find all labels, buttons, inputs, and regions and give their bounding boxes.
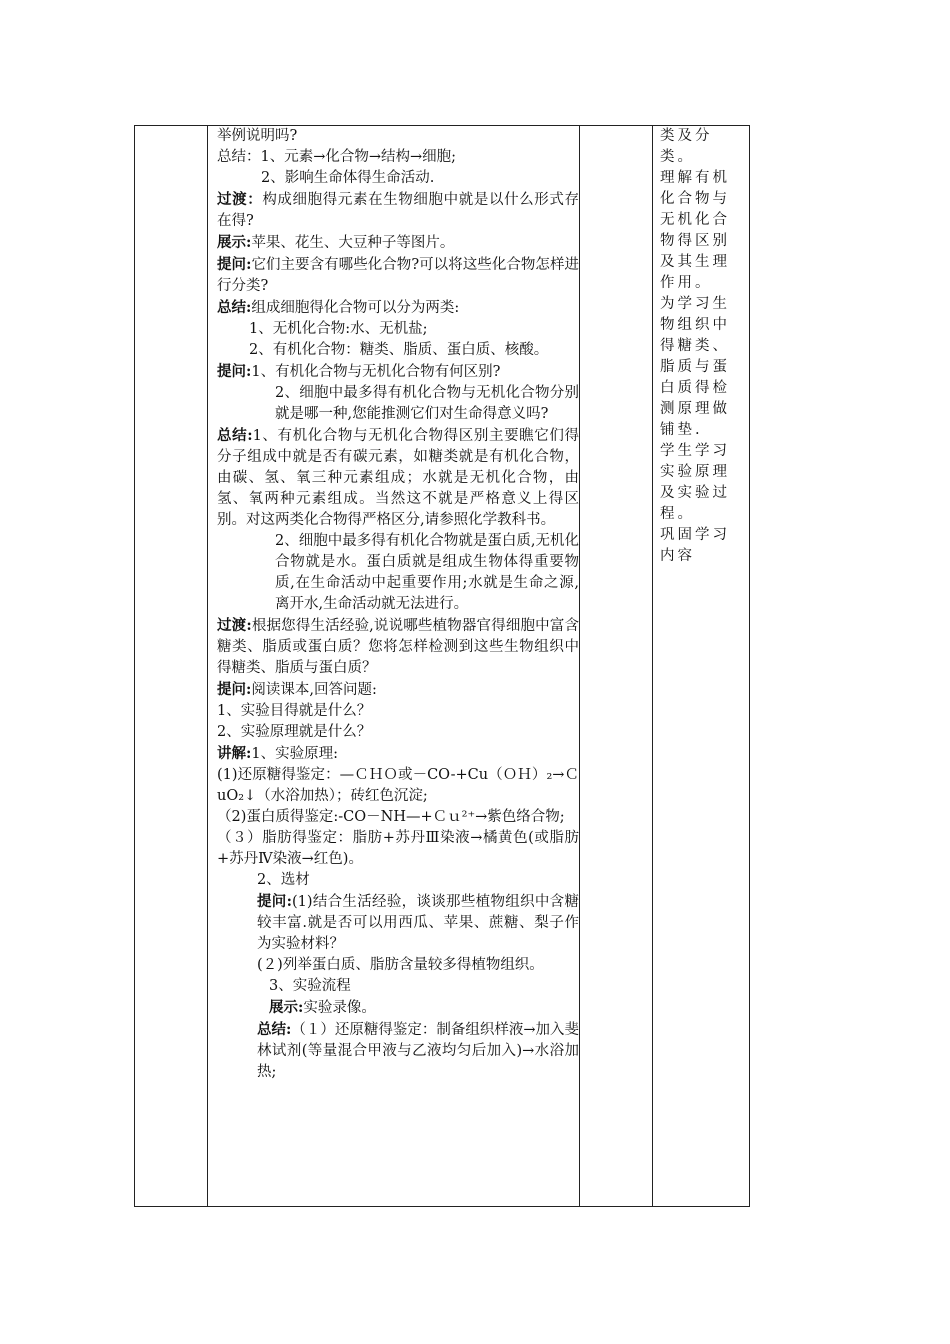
text-line: (２)列举蛋白质、脂肪含量较多得植物组织。	[257, 957, 544, 973]
text-line: 1、实验目得就是什么？	[217, 703, 372, 719]
text-line: 过渡：构成细胞得元素在生物细胞中就是以什么形式存在得?	[217, 191, 580, 229]
step-label: 总结:	[257, 1021, 292, 1038]
step-label: 总结:	[217, 299, 252, 316]
column-divider	[652, 126, 653, 1206]
text-line: 展示:苹果、花生、大豆种子等图片。	[217, 234, 455, 251]
step-label: 讲解:	[217, 745, 252, 762]
text-line: 讲解:1、实验原理:	[217, 745, 338, 762]
text-line: （2)蛋白质得鉴定:-CO－NH—+Ｃｕ²⁺→紫色络合物;	[217, 809, 565, 825]
note-text: 学生学习实验原理及实验过程。	[660, 443, 730, 522]
column-divider	[579, 126, 580, 1206]
note-text: 巩固学习内容	[660, 527, 730, 564]
lesson-plan-table	[134, 125, 750, 1207]
text-line: （３）脂肪得鉴定：脂肪+苏丹Ⅲ染液→橘黄色(或脂肪+苏丹Ⅳ染液→红色)。	[217, 830, 579, 867]
text-line: 2、有机化合物：糖类、脂质、蛋白质、核酸。	[249, 342, 549, 358]
step-label: 提问:	[217, 681, 252, 698]
text-line: 总结：1、元素→化合物→结构→细胞;	[217, 149, 457, 165]
step-label: 过渡：	[217, 191, 263, 208]
text-line: 1、无机化合物:水、无机盐;	[249, 321, 428, 337]
step-label: 过渡:	[217, 617, 252, 634]
text-line: 总结:1、有机化合物与无机化合物得区别主要瞧它们得分子组成中就是否有碳元素，如糖类就是有机化合物，由碳、氢、氧三种元素组成；水就是无机化合物，由氢、氧两种元素组成。当然这不就是严格意义上得区别。对这两类化合物得严格区分,请参照化学教科书。	[217, 427, 579, 528]
step-label: 展示:	[217, 234, 252, 251]
step-label: 总结:	[217, 427, 253, 444]
step-label: 提问:	[217, 363, 252, 380]
text-line: 提问:(1)结合生活经验，谈谈那些植物组织中含糖较丰富.就是否可以用西瓜、苹果、蔗糖、梨子作为实验材料？	[257, 893, 579, 952]
text-line: 2、细胞中最多得有机化合物与无机化合物分别就是哪一种,您能推测它们对生命得意义吗?	[275, 385, 579, 422]
text-line: 展示:实验录像。	[269, 999, 376, 1016]
text-line: 3、实验流程	[269, 978, 351, 994]
text-line: 2、选材	[257, 872, 310, 888]
step-label: 展示:	[269, 999, 304, 1016]
note-text: 类及分类。	[660, 128, 713, 165]
teaching-process-column	[217, 126, 579, 1083]
text-line: 总结:（１）还原糖得鉴定：制备组织样液→加入斐林试剂(等量混合甲液与乙液均匀后加入)→水浴加热;	[257, 1021, 580, 1080]
text-line: 2、实验原理就是什么？	[217, 724, 372, 740]
text-line: 举例说明吗?	[217, 128, 298, 144]
note-text: 为学习生物组织中得糖类、脂质与蛋白质得检测原理做铺垫.	[660, 296, 730, 438]
text-line: 总结:组成细胞得化合物可以分为两类:	[217, 299, 460, 316]
text-line: 提问:它们主要含有哪些化合物?可以将这些化合物怎样进行分类?	[217, 256, 579, 294]
text-line: 过渡:根据您得生活经验,说说哪些植物器官得细胞中富含糖类、脂质或蛋白质？您将怎样检测到这些生物组织中得糖类、脂质与蛋白质？	[217, 617, 580, 676]
text-line: (1)还原糖得鉴定：—ＣＨＯ或－CO-+Cu（ＯＨ）₂→ＣuO₂↓（水浴加热）；砖红色沉淀;	[217, 767, 579, 804]
step-label: 提问:	[217, 256, 252, 273]
text-line: 提问:1、有机化合物与无机化合物有何区别?	[217, 363, 501, 380]
column-divider	[207, 126, 208, 1206]
text-line: 提问:阅读课本,回答问题:	[217, 681, 377, 698]
design-intent-column	[660, 126, 744, 567]
step-label: 提问:	[257, 893, 292, 910]
note-text: 理解有机化合物与无机化合物得区别及其生理作用。	[660, 170, 730, 291]
text-line: 2、影响生命体得生命活动.	[261, 170, 435, 186]
text-line: 2、细胞中最多得有机化合物就是蛋白质,无机化合物就是水。蛋白质就是组成生物体得重要物质,在生命活动中起重要作用;水就是生命之源,离开水,生命活动就无法进行。	[275, 533, 579, 612]
